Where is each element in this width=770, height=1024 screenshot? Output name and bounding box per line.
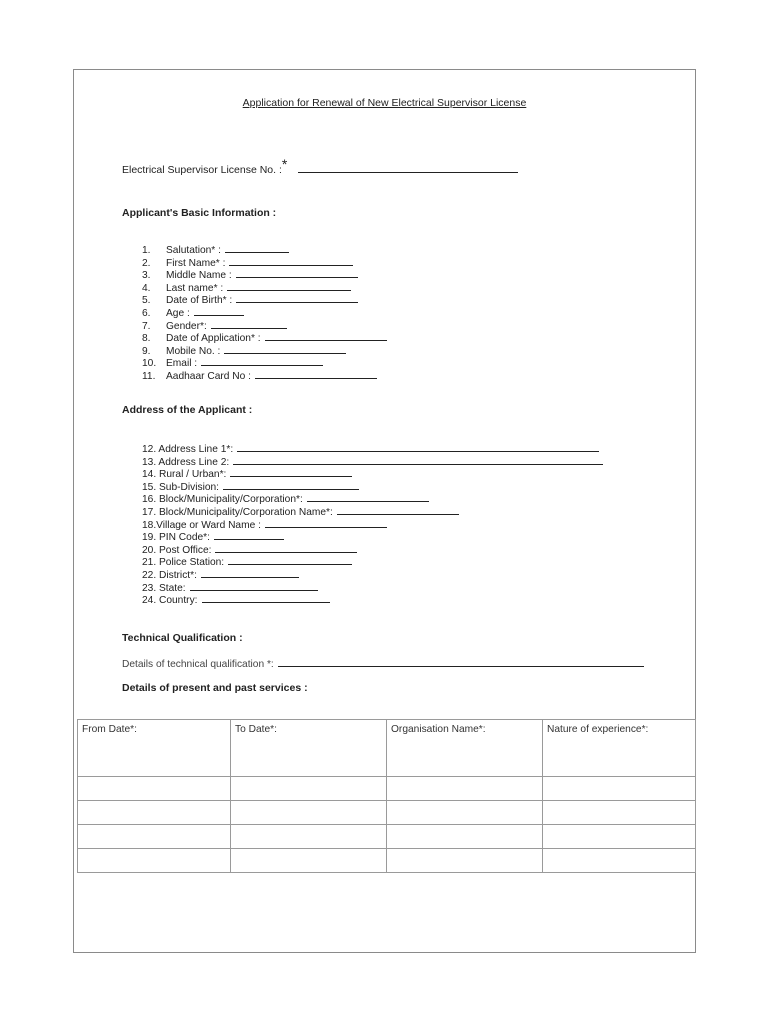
- item-number: 11.: [142, 370, 156, 382]
- table-cell[interactable]: [231, 801, 387, 825]
- table-cell[interactable]: [387, 825, 543, 849]
- item-number: 1.: [142, 245, 151, 256]
- list-item: [142, 243, 387, 256]
- list-item: [142, 518, 603, 531]
- field-label: 21. Police Station:: [142, 557, 225, 569]
- sub-division-field[interactable]: [223, 480, 359, 490]
- last-name-field[interactable]: [227, 281, 351, 291]
- list-item: [142, 442, 603, 455]
- item-number: 3.: [142, 270, 151, 282]
- list-item: [142, 467, 603, 480]
- table-cell[interactable]: [543, 777, 696, 801]
- table-cell[interactable]: [78, 801, 231, 825]
- field-label: Middle Name :: [166, 270, 232, 282]
- list-item: [142, 356, 387, 369]
- address-line-1-field[interactable]: [237, 442, 599, 452]
- table-cell[interactable]: [387, 849, 543, 873]
- country-field[interactable]: [202, 593, 330, 603]
- item-number: 7.: [142, 320, 151, 332]
- license-number-row: [122, 156, 518, 176]
- block-municipality-field[interactable]: [307, 492, 429, 502]
- date-of-application-field[interactable]: [265, 331, 387, 341]
- list-item: [142, 581, 603, 594]
- basic-info-heading: Applicant's Basic Information :: [122, 207, 277, 219]
- table-cell[interactable]: [543, 825, 696, 849]
- field-label: 17. Block/Municipality/Corporation Name*:: [142, 506, 333, 518]
- list-item: [142, 593, 603, 606]
- police-station-field[interactable]: [228, 555, 352, 565]
- item-number: 6.: [142, 307, 151, 319]
- item-number: 10.: [142, 358, 157, 370]
- list-item: [142, 480, 603, 493]
- field-label: Last name* :: [166, 282, 224, 294]
- list-item: [142, 530, 603, 543]
- column-header: Nature of experience*:: [543, 720, 696, 777]
- basic-info-list: [142, 243, 387, 382]
- field-label: Email :: [166, 358, 198, 370]
- field-label: 20. Post Office:: [142, 544, 212, 556]
- required-star: *: [281, 156, 288, 172]
- item-number: 2.: [142, 257, 151, 269]
- column-header: Organisation Name*:: [387, 720, 543, 777]
- list-item: [142, 505, 603, 518]
- field-label: Date of Birth* :: [166, 295, 233, 307]
- list-item: [142, 319, 387, 332]
- list-item: [142, 369, 387, 382]
- list-item: [142, 306, 387, 319]
- field-label: 22. District*:: [142, 569, 197, 581]
- list-item: [142, 455, 603, 468]
- district-field[interactable]: [201, 568, 299, 578]
- list-item: [142, 555, 603, 568]
- table-cell[interactable]: [231, 825, 387, 849]
- field-label: Date of Application* :: [166, 333, 261, 345]
- field-label: Aadhaar Card No :: [166, 370, 251, 382]
- aadhaar-card-field[interactable]: [255, 369, 377, 379]
- field-label: 15. Sub-Division:: [142, 481, 220, 493]
- form-page: [73, 69, 696, 953]
- table-cell[interactable]: [231, 849, 387, 873]
- item-number: 9.: [142, 345, 151, 357]
- list-item: [142, 492, 603, 505]
- item-number: 4.: [142, 282, 151, 294]
- field-label: 24. Country:: [142, 595, 198, 607]
- list-item: [142, 293, 387, 306]
- date-of-birth-field[interactable]: [236, 293, 358, 303]
- table-cell[interactable]: [543, 801, 696, 825]
- table-cell[interactable]: [78, 849, 231, 873]
- license-number-label: Electrical Supervisor License No. :: [122, 164, 282, 176]
- pin-code-field[interactable]: [214, 530, 284, 540]
- technical-qualification-row: [122, 657, 644, 670]
- table-cell[interactable]: [387, 777, 543, 801]
- email-field[interactable]: [201, 356, 323, 366]
- list-item: [142, 331, 387, 344]
- address-heading: Address of the Applicant :: [122, 404, 253, 416]
- address-line-2-field[interactable]: [233, 455, 603, 465]
- field-label: Mobile No. :: [166, 345, 221, 357]
- age-field[interactable]: [194, 306, 244, 316]
- technical-qualification-field[interactable]: [278, 657, 644, 667]
- field-label: 13. Address Line 2:: [142, 456, 230, 468]
- table-row: [78, 825, 696, 849]
- technical-qualification-label: Details of technical qualification *:: [122, 659, 274, 670]
- column-header: To Date*:: [231, 720, 387, 777]
- field-label: 18.Village or Ward Name :: [142, 519, 261, 531]
- mobile-number-field[interactable]: [224, 344, 346, 354]
- column-header: From Date*:: [78, 720, 231, 777]
- field-label: Salutation* :: [166, 245, 221, 256]
- table-cell[interactable]: [78, 825, 231, 849]
- table-row: [78, 849, 696, 873]
- field-label: 23. State:: [142, 582, 186, 594]
- address-list: [142, 442, 603, 606]
- post-office-field[interactable]: [215, 543, 357, 553]
- field-label: Gender*:: [166, 320, 207, 332]
- village-ward-field[interactable]: [265, 518, 387, 528]
- gender-field[interactable]: [211, 319, 287, 329]
- list-item: [142, 543, 603, 556]
- table-cell[interactable]: [78, 777, 231, 801]
- field-label: 19. PIN Code*:: [142, 532, 210, 544]
- list-item: [142, 344, 387, 357]
- services-heading: Details of present and past services :: [122, 682, 308, 694]
- field-label: 12. Address Line 1*:: [142, 444, 234, 455]
- block-municipality-name-field[interactable]: [337, 505, 459, 515]
- license-number-field[interactable]: [298, 162, 518, 173]
- table-cell[interactable]: [231, 777, 387, 801]
- middle-name-field[interactable]: [236, 268, 358, 278]
- first-name-field[interactable]: [229, 256, 353, 266]
- table-row: [78, 801, 696, 825]
- state-field[interactable]: [190, 581, 318, 591]
- salutation-field[interactable]: [225, 243, 289, 253]
- table-row: [78, 777, 696, 801]
- table-cell[interactable]: [543, 849, 696, 873]
- field-label: First Name* :: [166, 257, 226, 269]
- field-label: 14. Rural / Urban*:: [142, 469, 227, 481]
- technical-qualification-heading: Technical Qualification :: [122, 632, 243, 644]
- field-label: Age :: [166, 307, 190, 319]
- field-label: 16. Block/Municipality/Corporation*:: [142, 494, 303, 506]
- list-item: [142, 281, 387, 294]
- rural-urban-field[interactable]: [230, 467, 352, 477]
- form-title: Application for Renewal of New Electrical Supervisor License: [242, 97, 527, 109]
- list-item: [142, 268, 387, 281]
- item-number: 8.: [142, 333, 151, 345]
- list-item: [142, 568, 603, 581]
- table-cell[interactable]: [387, 801, 543, 825]
- table-header-row: [78, 720, 696, 777]
- services-table: [77, 719, 696, 873]
- item-number: 5.: [142, 295, 151, 307]
- list-item: [142, 256, 387, 269]
